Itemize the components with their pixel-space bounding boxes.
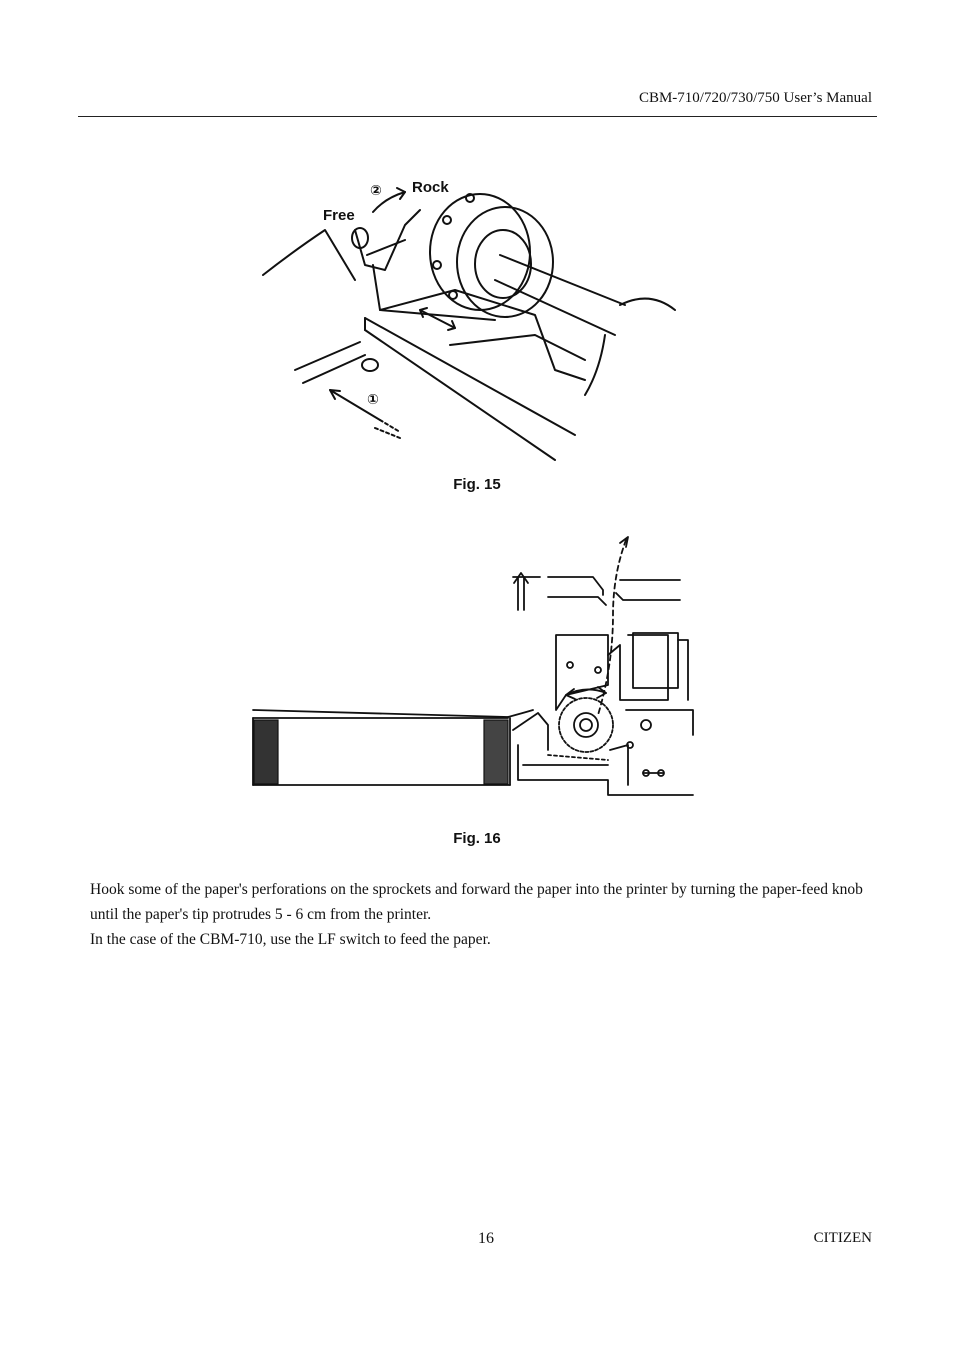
figure-15-illustration bbox=[255, 170, 695, 465]
figure-15-caption: Fig. 15 bbox=[453, 476, 501, 493]
figure-16-illustration bbox=[248, 535, 703, 800]
label-step-2: ② bbox=[370, 182, 382, 198]
body-paragraph-1: Hook some of the paper's perforations on the sprockets and forward the paper into the printer by turning the paper-feed knob until the paper's tip protrudes 5 - 6 cm from the printer. bbox=[90, 881, 863, 923]
page-number: 16 bbox=[478, 1230, 494, 1247]
figure-16-caption: Fig. 16 bbox=[453, 830, 501, 847]
body-paragraph-2: In the case of the CBM-710, use the LF switch to feed the paper. bbox=[90, 931, 491, 948]
label-rock: Rock bbox=[412, 179, 449, 196]
header-rule bbox=[78, 116, 877, 117]
label-step-1: ① bbox=[367, 391, 379, 407]
header-title: CBM-710/720/730/750 User’s Manual bbox=[638, 90, 872, 106]
body-text bbox=[90, 877, 880, 952]
footer-brand: CITIZEN bbox=[813, 1230, 872, 1246]
label-free: Free bbox=[323, 207, 355, 224]
